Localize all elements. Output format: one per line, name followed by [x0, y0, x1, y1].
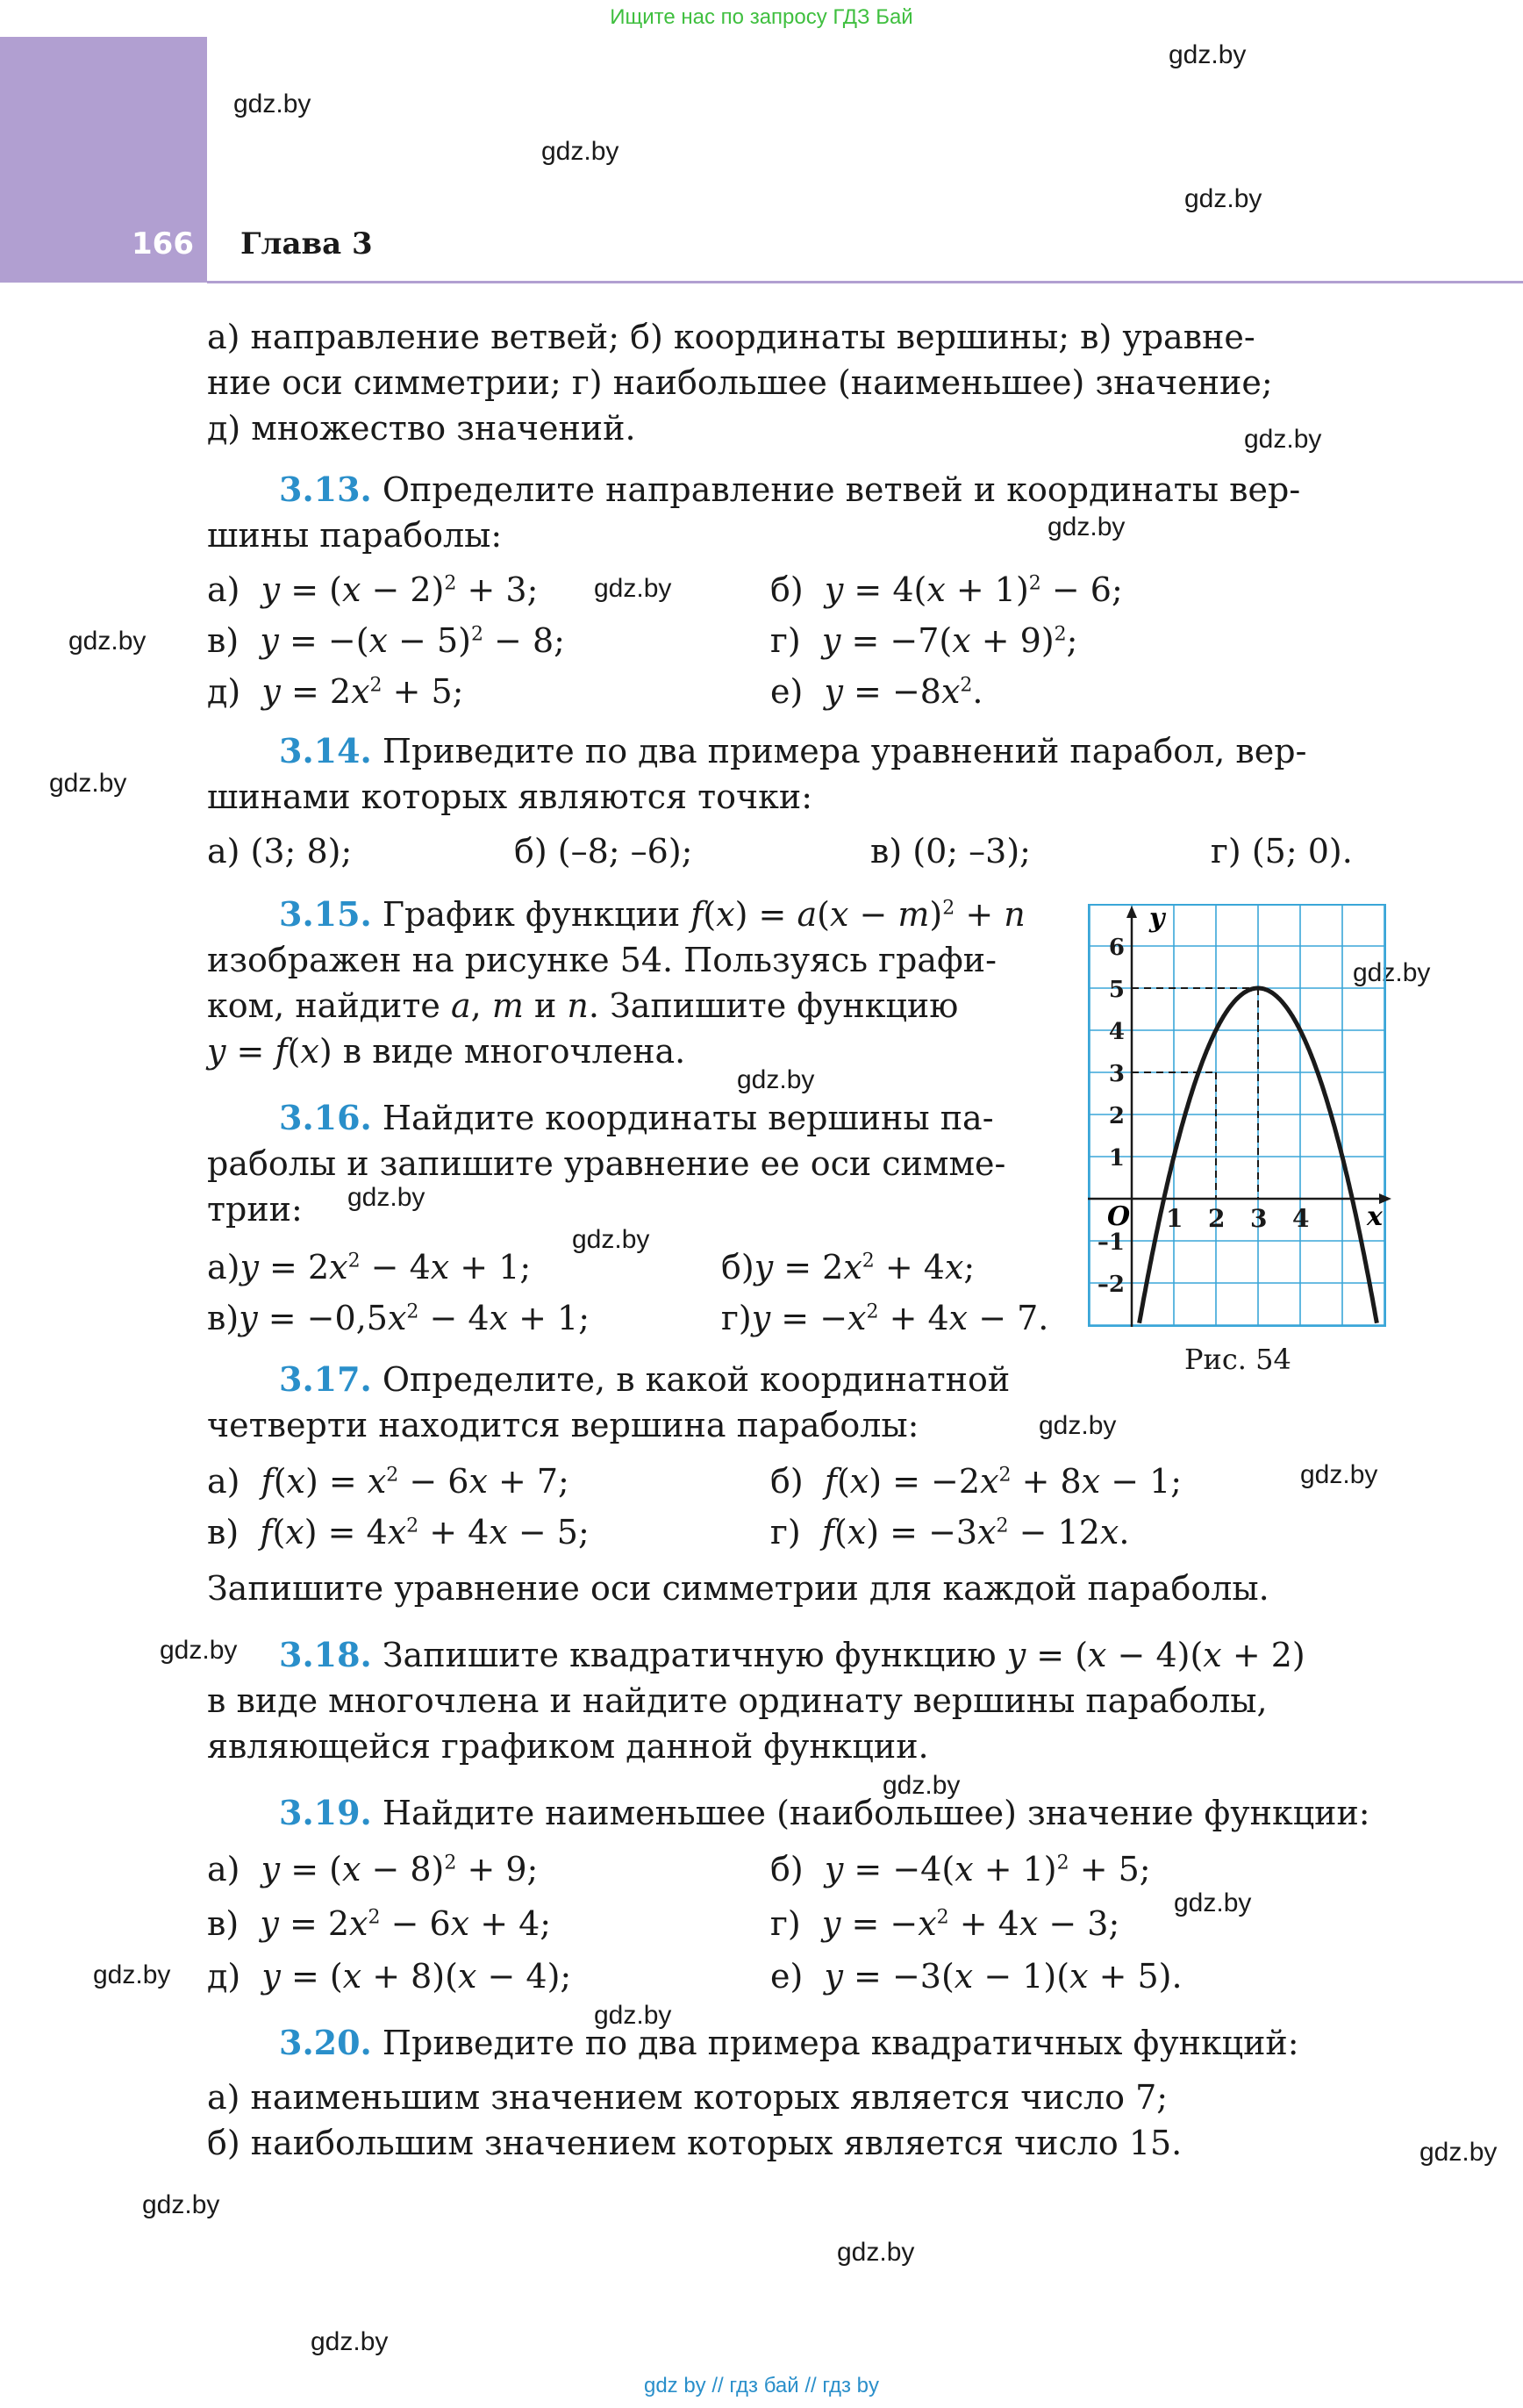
watermark: gdz.by: [347, 1183, 425, 1212]
equation-g: г) $f(x) = -3x^2 - 12x$.: [770, 1513, 1130, 1552]
problem-3-15-heading: 3.15. График функции $f(x) = a(x - m)^2 + n$: [279, 894, 1026, 934]
x-axis-label: x: [1367, 1201, 1383, 1232]
problem-text: ком, найдите: [207, 986, 440, 1025]
header-rule: [207, 281, 1523, 283]
equation-b: б) $f(x) = -2x^2 + 8x - 1$;: [770, 1462, 1183, 1501]
intro-line: а) направление ветвей; б) координаты вершины; в) уравне-: [207, 318, 1255, 356]
point-item: г) (5; 0).: [1211, 832, 1353, 871]
dashed-guides: [1132, 988, 1258, 1199]
equation-v: $в)y = -0,5x^2 - 4x + 1$;: [207, 1299, 590, 1337]
equation-a: а) $y = (x - 8)^2 + 9$;: [207, 1850, 539, 1888]
watermark: gdz.by: [572, 1225, 650, 1254]
watermark: gdz.by: [1244, 425, 1322, 454]
problem-text: раболы и запишите уравнение ее оси симме-: [207, 1144, 1006, 1183]
watermark: gdz.by: [1353, 958, 1431, 987]
x-tick-label: 3: [1250, 1204, 1268, 1233]
watermark: gdz.by: [594, 2001, 672, 2030]
y-tick-label: 3: [1108, 1061, 1125, 1087]
y-axis-arrow: [1126, 906, 1137, 918]
watermark: gdz.by: [737, 1065, 815, 1094]
y-tick-label: 1: [1108, 1145, 1125, 1172]
chapter-title: Глава 3: [240, 226, 373, 262]
item-label: г): [770, 621, 801, 660]
problem-number: 3.15.: [279, 894, 372, 934]
problem-number: 3.14.: [279, 731, 372, 770]
problem-text: Запишите уравнение оси симметрии для каждой параболы.: [207, 1569, 1269, 1608]
item-label: е): [770, 672, 804, 711]
page-number: 166: [132, 226, 194, 262]
equation-g: г) $y = -7(x + 9)^2$;: [770, 621, 1078, 660]
problem-text: в виде многочлена.: [342, 1032, 686, 1071]
problem-text: График функции: [382, 895, 681, 934]
point-item: а) (3; 8);: [207, 832, 353, 871]
watermark: gdz.by: [1169, 40, 1247, 69]
equation-d: д) $y = 2x^2 + 5$;: [207, 672, 464, 711]
problem-text: Приведите по два примера квадратичных функций:: [382, 2024, 1299, 2062]
equation-v: в) $f(x) = 4x^2 + 4x - 5$;: [207, 1513, 590, 1552]
watermark: gdz.by: [311, 2327, 389, 2356]
intro-line: ние оси симметрии; г) наибольшее (наименьшее) значение;: [207, 363, 1273, 402]
footer-links: gdz by // гдз бай // гдз by: [643, 2374, 880, 2397]
equation-e: е) y = −3(x − 1)(x + 5).: [770, 1957, 1183, 1996]
y-axis-label: y: [1149, 904, 1165, 934]
watermark: gdz.by: [93, 1960, 171, 1989]
watermark: gdz.by: [837, 2238, 915, 2267]
point-item: б) (–8; –6);: [514, 832, 693, 871]
watermark: gdz.by: [49, 769, 127, 798]
watermark: gdz.by: [541, 137, 619, 166]
problem-text: Запишите квадратичную функцию: [382, 1636, 997, 1674]
problem-text: трии:: [207, 1190, 303, 1229]
intro-line: д) множество значений.: [207, 409, 636, 448]
y-tick-label: –2: [1097, 1272, 1125, 1298]
watermark: gdz.by: [883, 1771, 961, 1800]
equation-g: г) $y = -x^2 + 4x - 3$;: [770, 1904, 1120, 1943]
item-label: а): [207, 570, 240, 609]
problem-number: 3.18.: [279, 1635, 372, 1674]
equation-e: е) $y = -8x^2$.: [770, 672, 983, 711]
problem-number: 3.13.: [279, 469, 372, 509]
top-banner: Ищите нас по запросу ГДЗ Бай: [610, 5, 913, 29]
problem-text: являющейся графиком данной функции.: [207, 1727, 929, 1766]
problem-text: в виде многочлена и найдите ординату вершины параболы,: [207, 1681, 1268, 1720]
watermark: gdz.by: [1419, 2138, 1498, 2167]
watermark: gdz.by: [1174, 1888, 1252, 1917]
y-tick-label: 5: [1108, 977, 1125, 1003]
equation-d: д) y = (x + 8)(x − 4);: [207, 1957, 572, 1996]
equation-b: $б)y = 2x^2 + 4x$;: [721, 1248, 976, 1286]
watermark: gdz.by: [233, 90, 311, 118]
problem-3-17-heading: [279, 1357, 1010, 1402]
watermark: gdz.by: [160, 1636, 238, 1665]
point-item: в) (0; –3);: [870, 832, 1031, 871]
x-tick-label: 1: [1166, 1204, 1183, 1233]
problem-number: 3.20.: [279, 2023, 372, 2062]
problem-text: а) наименьшим значением которых является число 7;: [207, 2078, 1169, 2117]
item-label: б): [770, 570, 804, 609]
figure-caption: Рис. 54: [1184, 1343, 1291, 1376]
problem-text: Определите направление ветвей и координаты вер-: [382, 470, 1301, 509]
problem-3-19-heading: [279, 1790, 1370, 1836]
equation-a: а) $y = (x - 2)^2 + 3$;: [207, 570, 539, 609]
problem-text: шины параболы:: [207, 516, 503, 555]
watermark: gdz.by: [1184, 184, 1262, 213]
problem-3-13-heading: [279, 467, 1300, 512]
problem-3-20-heading: [279, 2020, 1299, 2066]
tick-labels: [1098, 935, 1310, 1298]
problem-number: 3.17.: [279, 1359, 372, 1399]
problem-text: Приведите по два примера уравнений парабол, вер-: [382, 732, 1307, 770]
y-tick-label: 2: [1108, 1103, 1125, 1129]
watermark: gdz.by: [1300, 1460, 1378, 1489]
x-tick-label: 2: [1208, 1204, 1226, 1233]
watermark: gdz.by: [68, 627, 147, 656]
item-label: д): [207, 672, 241, 711]
problem-number: 3.19.: [279, 1793, 372, 1832]
problem-text: изображен на рисунке 54. Пользуясь графи-: [207, 941, 997, 979]
problem-3-18-heading: 3.18. Запишите квадратичную функцию y = (x − 4)(x + 2): [279, 1635, 1305, 1674]
grid-border: [1089, 905, 1385, 1326]
problem-text: четверти находится вершина параболы:: [207, 1406, 919, 1444]
equation-a: а) $f(x) = x^2 - 6x + 7$;: [207, 1462, 569, 1501]
problem-3-16-heading: [279, 1095, 994, 1141]
item-label: в): [207, 621, 240, 660]
problem-text-line: ком, найдите a, m и n. Запишите функцию: [207, 986, 959, 1025]
problem-text: Найдите наименьшее (наибольшее) значение функции:: [382, 1794, 1370, 1832]
problem-text: Запишите функцию: [610, 986, 959, 1025]
origin-label: O: [1107, 1201, 1131, 1232]
problem-text: б) наибольшим значением которых является число 15.: [207, 2124, 1183, 2162]
watermark: gdz.by: [594, 574, 672, 603]
y-tick-label: 6: [1108, 935, 1125, 961]
equation-b: б) $y = 4(x + 1)^2 - 6$;: [770, 570, 1123, 609]
watermark: gdz.by: [142, 2190, 220, 2219]
equation-v: в) $y = -(x - 5)^2 - 8$;: [207, 621, 565, 660]
problem-text: Определите, в какой координатной: [382, 1360, 1011, 1399]
problem-number: 3.16.: [279, 1098, 372, 1137]
y-tick-label: 4: [1108, 1019, 1125, 1045]
problem-text: Найдите координаты вершины па-: [382, 1099, 994, 1137]
y-tick-label: –1: [1097, 1229, 1125, 1256]
problem-3-14-heading: [279, 728, 1306, 774]
equation-b: б) $y = -4(x + 1)^2 + 5$;: [770, 1850, 1151, 1888]
parabola-figure: [1088, 904, 1395, 1327]
problem-text-line: y = f(x) в виде многочлена.: [207, 1032, 686, 1071]
equation-g: $г)y = -x^2 + 4x - 7$.: [721, 1299, 1049, 1337]
problem-text: шинами которых являются точки:: [207, 778, 813, 816]
watermark: gdz.by: [1048, 512, 1126, 541]
equation-a: $а)y = 2x^2 - 4x + 1$;: [207, 1248, 532, 1286]
x-tick-label: 4: [1292, 1204, 1310, 1233]
watermark: gdz.by: [1039, 1411, 1117, 1440]
equation-v: в) $y = 2x^2 - 6x + 4$;: [207, 1904, 552, 1943]
